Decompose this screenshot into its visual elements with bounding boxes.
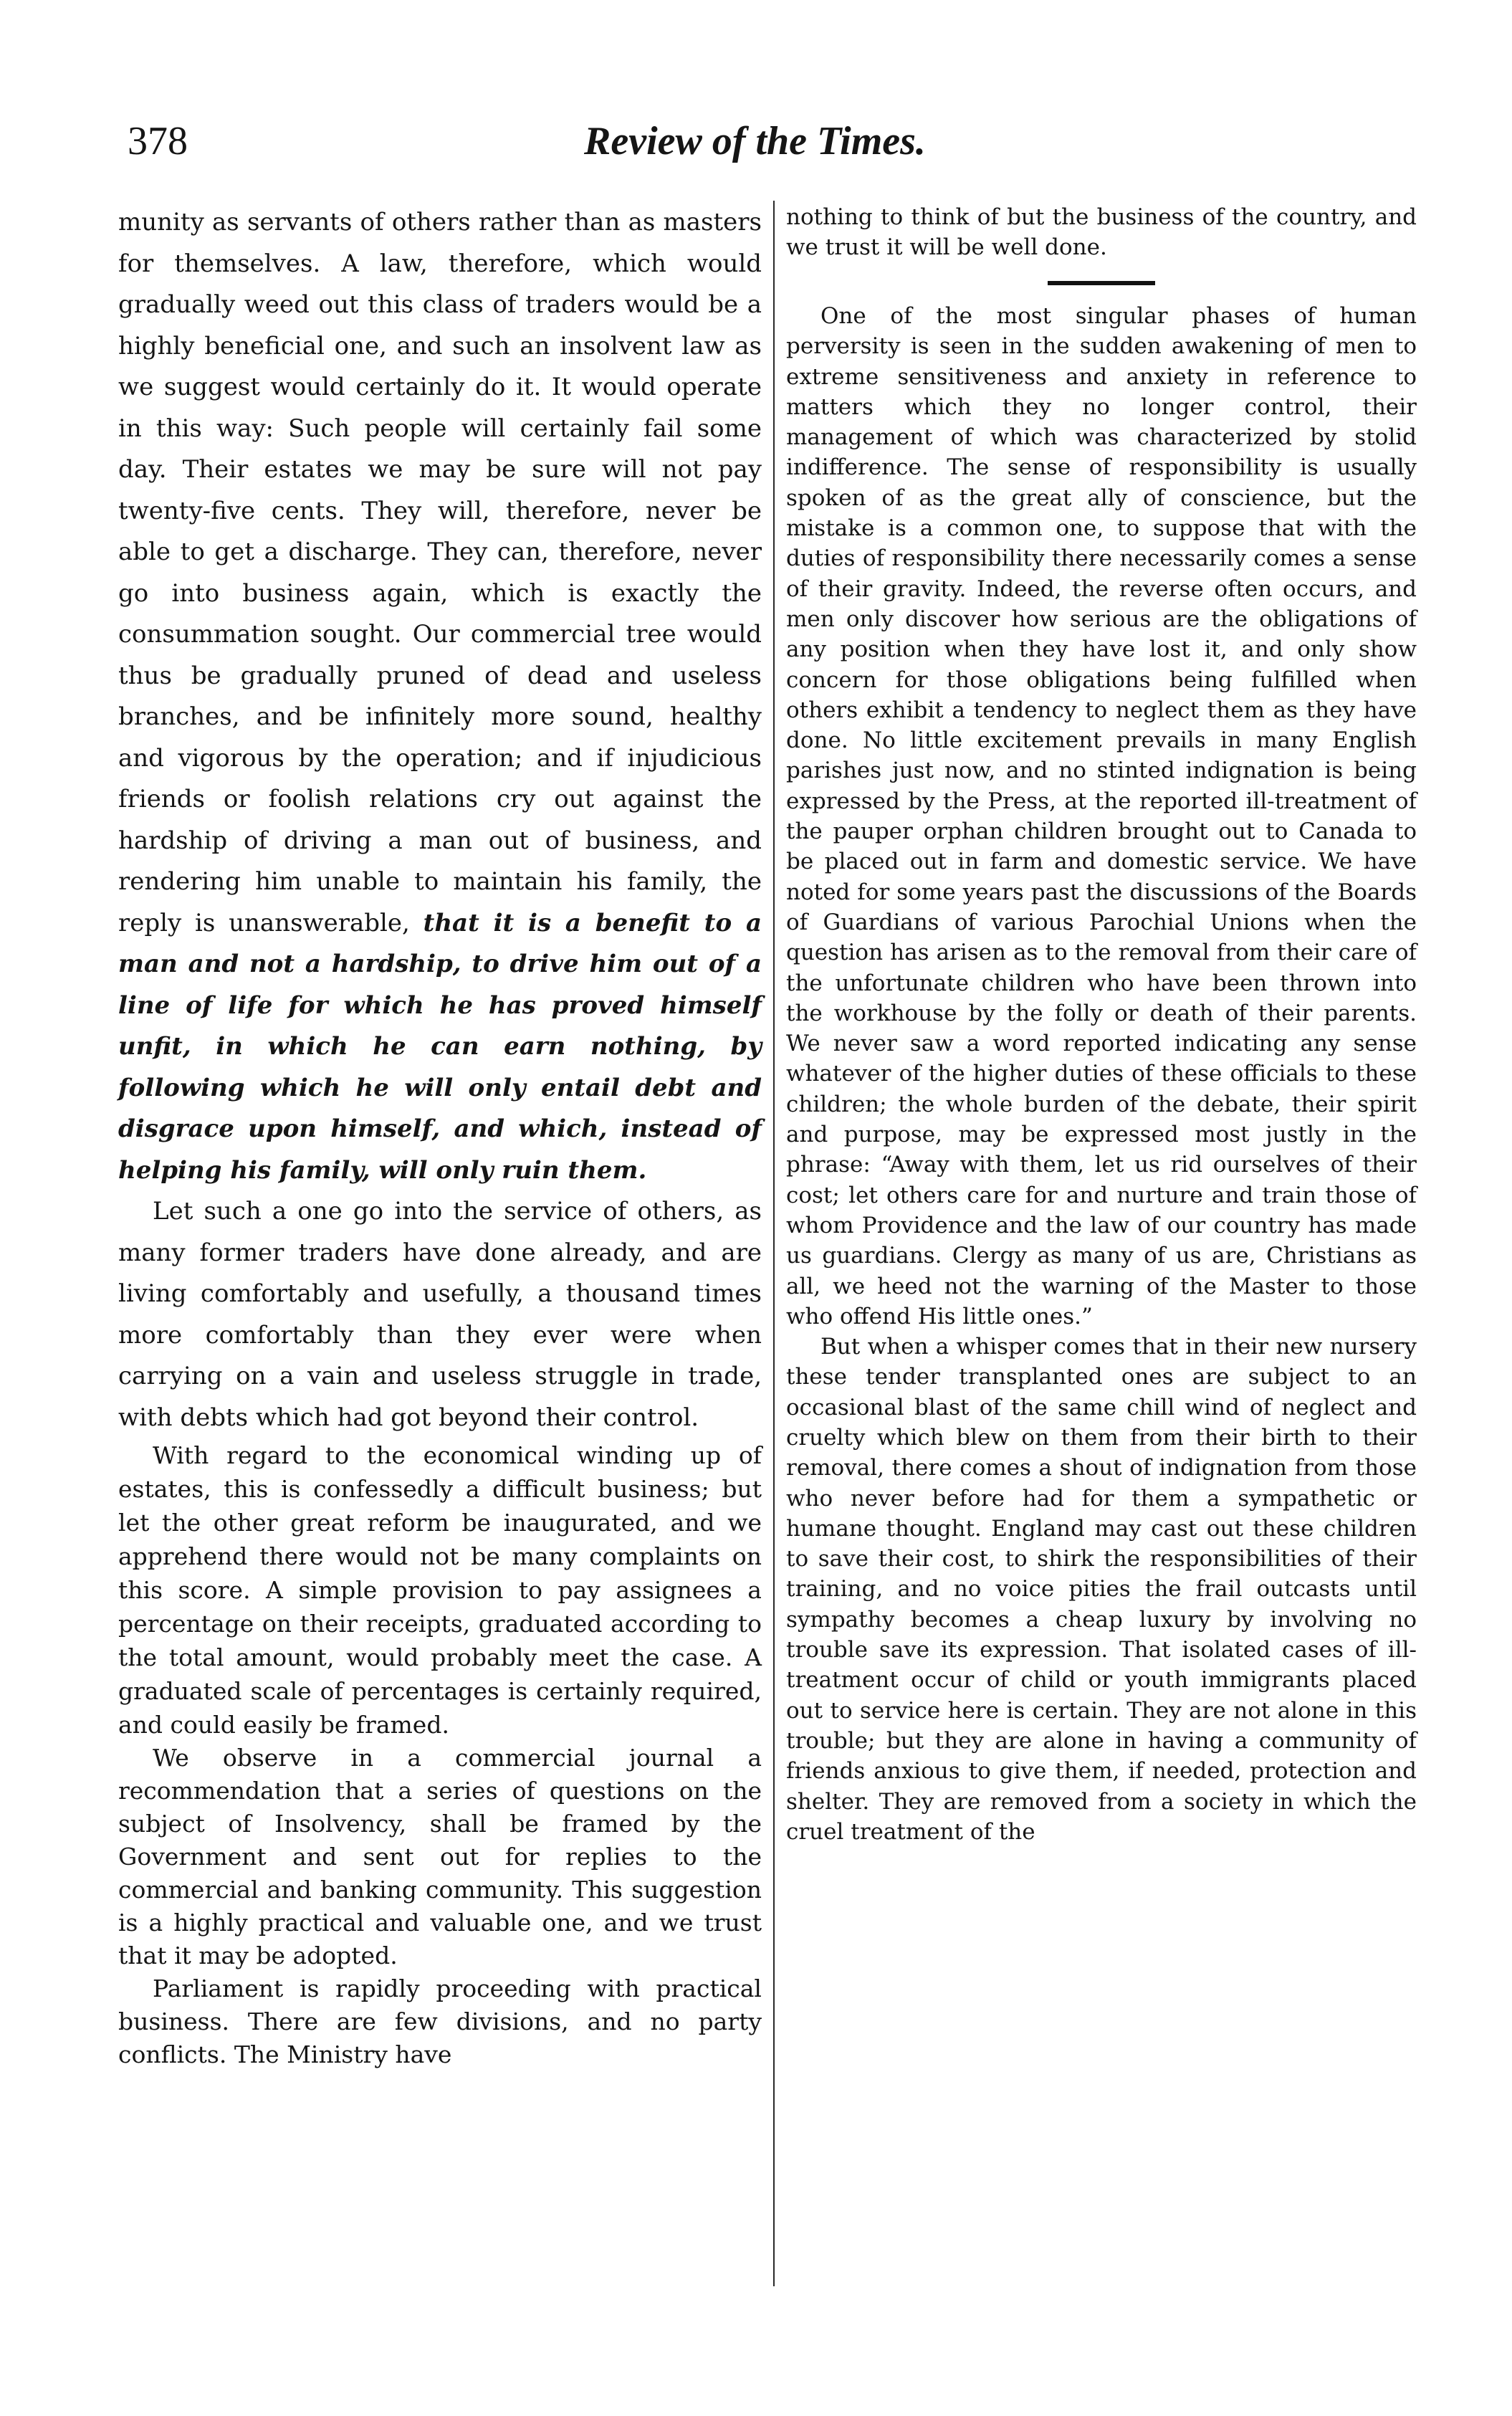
column-divider: [773, 201, 775, 2286]
section-rule: [1048, 281, 1155, 285]
right-paragraph-2: But when a whisper comes that in their new nursery these tender transplanted ones are subject to an occasional blast of the same chill wind of neglect and cruelty which blew on them from their birth to their removal, there comes a shout of indignation from those who never before had for them a sympathetic or humane thought. England may cast out these children to save their cost, to shirk the responsibilities of their training, and no voice pities the frail outcasts until sympathy becomes a cheap luxury by involving no trouble save its expression. That isolated cases of ill-treatment occur of child or youth immigrants placed out to service here is certain. They are not alone in this trouble; but they are alone in having a community of friends anxious to give them, if needed, protection and shelter. They are removed from a society in which the cruel treatment of the: [786, 1334, 1417, 1845]
left-paragraph-2: Let such a one go into the service of others, as many former traders have done already, and are living comfortably and usefully, a thousand times more comfortably than they ever were when carrying on a vain and useless struggle in trade, with debts which had got beyond their control.: [118, 1197, 762, 1432]
page-number: 378: [128, 119, 188, 163]
right-column: [786, 202, 1417, 1847]
running-head: Review of the Times.: [584, 119, 926, 163]
left-paragraph-1: [118, 202, 762, 1191]
left-column: [118, 202, 762, 2071]
right-paragraph-1: One of the most singular phases of human perversity is seen in the sudden awakening of men to extreme sensitiveness and anxiety in reference to matters which they no longer control, their management of which was characterized by stolid indifference. The sense of responsibility is usually spoken of as the great ally of conscience, but the mistake is a common one, to suppose that with the duties of responsibility there necessarily comes a sense of their gravity. Indeed, the reverse often occurs, and men only discover how serious are the obligations of any position when they have lost it, and only show concern for those obligations being fulfilled when others exhibit a tendency to neglect them as they have done. No little excitement prevails in many English parishes just now, and no stinted indignation is being expressed by the Press, at the reported ill-treatment of the pauper orphan children brought out to Canada to be placed out in farm and domestic service. We have noted for some years past the discussions of the Boards of Guardians of various Parochial Unions when the question has arisen as to the removal from their care of the unfortunate children who have been thrown into the workhouse by the folly or death of their parents. We never saw a word reported indicating any sense whatever of the higher duties of these officials to these children; the whole burden of the debate, their spirit and purpose, may be expressed most justly in the phrase: “Away with them, let us rid ourselves of their cost; let others care for and nurture and train those of whom Providence and the law of our country has made us guardians. Clergy as many of us are, Christians as all, we heed not the warning of the Master to those who offend His little ones.”: [786, 303, 1417, 1329]
left-paragraph-5: Parliament is rapidly proceeding with practical business. There are few divisions, and no party conflicts. The Ministry have: [118, 1975, 762, 2068]
left-paragraph-3: With regard to the economical winding up of estates, this is confessedly a difficult business; but let the other great reform be inaugurated, and we apprehend there would not be many complaints on this score. A simple provision to pay assignees a percentage on their receipts, graduated according to the total amount, would probably meet the case. A graduated scale of percentages is certainly required, and could easily be framed.: [118, 1441, 762, 1739]
left-paragraph-1-emphasis: that it is a benefit to a man and not a hardship, to drive him out of a line of life for which he has proved himself unfit, in which he can earn nothing, by following which he will only entail debt and disgrace upon himself, and which, instead of helping his family, will only ruin them.: [118, 908, 762, 1185]
right-lead-paragraph: nothing to think of but the business of the country, and we trust it will be well done.: [786, 204, 1417, 260]
left-paragraph-4: We observe in a commercial journal a recommendation that a series of questions on the subject of Insolvency, shall be framed by the Government and sent out for replies to the commercial and banking community. This suggestion is a highly practical and valuable one, and we trust that it may be adopted.: [118, 1744, 762, 1969]
left-paragraph-1-text: munity as servants of others rather than as masters for themselves. A law, therefore, which would gradually weed out this class of traders would be a highly beneficial one, and such an insolvent law as we suggest would certainly do it. It would operate in this way: Such people will certainly fail some day. Their estates we may be sure will not pay twenty-five cents. They will, therefore, never be able to get a discharge. They can, therefore, never go into business again, which is exactly the consummation sought. Our commercial tree would thus be gradually pruned of dead and useless branches, and be infinitely more sound, healthy and vigorous by the operation; and if injudicious friends or foolish relations cry out against the hardship of driving a man out of business, and rendering him unable to maintain his family, the reply is unanswerable,: [118, 208, 762, 937]
